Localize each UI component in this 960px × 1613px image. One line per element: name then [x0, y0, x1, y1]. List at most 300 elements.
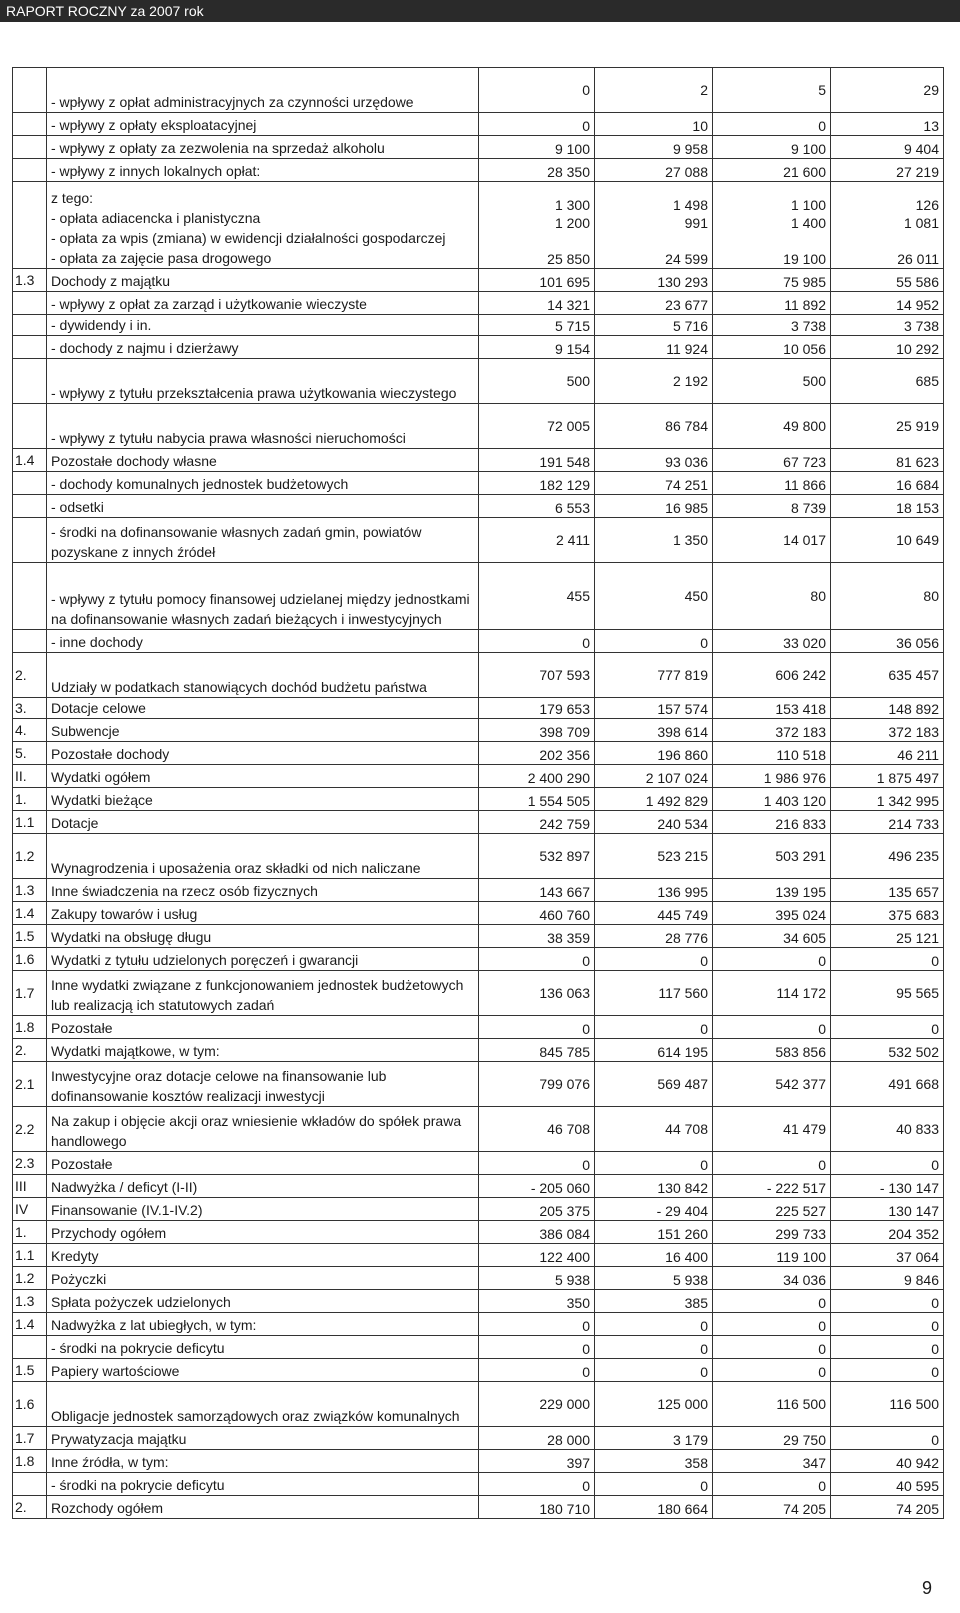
row-label: Dotacje [47, 811, 479, 834]
table-row [13, 1016, 944, 1039]
value-cell: 503 291 [713, 834, 831, 879]
value-cell: 799 076 [479, 1062, 595, 1107]
value-cell: 182 129 [479, 472, 595, 495]
row-number [13, 563, 47, 630]
row-label: Wydatki z tytułu udzielonych poręczeń i gwarancji [47, 948, 479, 971]
value-cell: 55 586 [831, 269, 944, 292]
table-row [13, 472, 944, 495]
table-row [13, 834, 944, 879]
table-row [13, 1427, 944, 1450]
value-cell: 0 [713, 1313, 831, 1336]
table-row [13, 269, 944, 292]
value-cell: 72 005 [479, 404, 595, 449]
row-number: 1.6 [13, 948, 47, 971]
value-cell: 5 715 [479, 315, 595, 336]
value-cell: 27 219 [831, 159, 944, 182]
value-cell: 2 411 [479, 518, 595, 563]
report-header [0, 0, 960, 22]
value-cell: 0 [479, 630, 595, 653]
value-cell: 3 738 [713, 315, 831, 336]
table-row [13, 902, 944, 925]
value-cell: 202 356 [479, 742, 595, 765]
table-row [13, 1221, 944, 1244]
value-cell: 532 897 [479, 834, 595, 879]
value-cell: 0 [595, 630, 713, 653]
value-cell: 74 205 [831, 1496, 944, 1519]
value-cell: 27 088 [595, 159, 713, 182]
row-number [13, 68, 47, 113]
row-number [13, 315, 47, 336]
row-label: - wpływy z tytułu nabycia prawa własności nieruchomości [47, 404, 479, 449]
table-row [13, 136, 944, 159]
value-cell: 496 235 [831, 834, 944, 879]
value-cell: 455 [479, 563, 595, 630]
value-cell: 445 749 [595, 902, 713, 925]
value-cell: 9 404 [831, 136, 944, 159]
row-label: Prywatyzacja majątku [47, 1427, 479, 1450]
value-cell: 0 [831, 1313, 944, 1336]
row-number: 2. [13, 1496, 47, 1519]
value-cell: 28 350 [479, 159, 595, 182]
row-number: 1.1 [13, 1244, 47, 1267]
row-number: 1.4 [13, 902, 47, 925]
value-cell: 5 [713, 68, 831, 113]
value-cell: 40 595 [831, 1473, 944, 1496]
value-cell: 0 [713, 1016, 831, 1039]
value-cell: 49 800 [713, 404, 831, 449]
value-cell: 0 [831, 1427, 944, 1450]
table-row [13, 1450, 944, 1473]
row-label: Wydatki bieżące [47, 788, 479, 811]
row-number: III [13, 1175, 47, 1198]
value-cell: 0 [831, 1290, 944, 1313]
value-cell: 583 856 [713, 1039, 831, 1062]
value-cell: 9 154 [479, 336, 595, 359]
value-cell: 299 733 [713, 1221, 831, 1244]
row-label: Inne źródła, w tym: [47, 1450, 479, 1473]
value-cell: 1 492 829 [595, 788, 713, 811]
value-cell: 122 400 [479, 1244, 595, 1267]
value-cell: 10 292 [831, 336, 944, 359]
value-cell: 523 215 [595, 834, 713, 879]
value-cell: 532 502 [831, 1039, 944, 1062]
value-cell: 2 107 024 [595, 765, 713, 788]
value-cell: 500 [479, 359, 595, 404]
table-row [13, 1359, 944, 1382]
value-cell: 116 500 [831, 1382, 944, 1427]
table-row [13, 765, 944, 788]
value-cell: 25 919 [831, 404, 944, 449]
table-row [13, 113, 944, 136]
value-cell: 9 958 [595, 136, 713, 159]
table-row [13, 518, 944, 563]
value-cell: 5 716 [595, 315, 713, 336]
value-cell: 130 842 [595, 1175, 713, 1198]
value-cell: 136 063 [479, 971, 595, 1016]
value-cell: 0 [479, 1016, 595, 1039]
value-cell: 37 064 [831, 1244, 944, 1267]
value-cell: 41 479 [713, 1107, 831, 1152]
value-cell: - 130 147 [831, 1175, 944, 1198]
row-number [13, 113, 47, 136]
value-cell: 44 708 [595, 1107, 713, 1152]
row-number [13, 359, 47, 404]
value-cell: 1 875 497 [831, 765, 944, 788]
budget-table [12, 67, 944, 1519]
value-cell: 135 657 [831, 879, 944, 902]
value-cell: 13 [831, 113, 944, 136]
value-cell: 204 352 [831, 1221, 944, 1244]
value-cell: 11 924 [595, 336, 713, 359]
row-label: - dywidendy i in. [47, 315, 479, 336]
value-cell: 46 708 [479, 1107, 595, 1152]
table-row [13, 925, 944, 948]
page-number: 9 [922, 1578, 933, 1598]
value-cell: 358 [595, 1450, 713, 1473]
row-label: Rozchody ogółem [47, 1496, 479, 1519]
table-row [13, 1152, 944, 1175]
value-cell: 1 403 120 [713, 788, 831, 811]
value-cell: 229 000 [479, 1382, 595, 1427]
row-number [13, 472, 47, 495]
value-cell: 74 251 [595, 472, 713, 495]
table-row [13, 563, 944, 630]
row-label: - odsetki [47, 495, 479, 518]
table-row [13, 1175, 944, 1198]
value-cell: 0 [479, 1336, 595, 1359]
row-number: 5. [13, 742, 47, 765]
value-cell: 95 565 [831, 971, 944, 1016]
value-cell: 6 553 [479, 495, 595, 518]
value-cell: 216 833 [713, 811, 831, 834]
value-cell: 0 [831, 1152, 944, 1175]
value-cell: 5 938 [479, 1267, 595, 1290]
value-cell: 46 211 [831, 742, 944, 765]
table-row [13, 719, 944, 742]
value-cell: 3 179 [595, 1427, 713, 1450]
value-cell: 0 [479, 948, 595, 971]
table-row [13, 742, 944, 765]
value-cell: 18 153 [831, 495, 944, 518]
row-label: Pozostałe [47, 1016, 479, 1039]
row-label: Wynagrodzenia i uposażenia oraz składki od nich naliczane [47, 834, 479, 879]
value-cell: 179 653 [479, 698, 595, 719]
row-label: - wpływy z opłaty eksploatacyjnej [47, 113, 479, 136]
row-label: Na zakup i objęcie akcji oraz wniesienie wkładów do spółek prawa handlowego [47, 1107, 479, 1152]
value-cell: 685 [831, 359, 944, 404]
value-cell: 0 [479, 1152, 595, 1175]
value-cell: 11 866 [713, 472, 831, 495]
row-label: Nadwyżka z lat ubiegłych, w tym: [47, 1313, 479, 1336]
row-number [13, 336, 47, 359]
table-row [13, 182, 944, 269]
value-cell: 10 [595, 113, 713, 136]
value-cell: 28 776 [595, 925, 713, 948]
row-number [13, 518, 47, 563]
row-number: 4. [13, 719, 47, 742]
table-row [13, 1107, 944, 1152]
budget-table-body [13, 68, 944, 1519]
value-cell: 9 846 [831, 1267, 944, 1290]
row-label: - środki na pokrycie deficytu [47, 1473, 479, 1496]
value-cell: 777 819 [595, 653, 713, 698]
value-cell: 0 [713, 1290, 831, 1313]
row-number: 2.2 [13, 1107, 47, 1152]
value-cell: 0 [479, 113, 595, 136]
table-row [13, 449, 944, 472]
row-number [13, 136, 47, 159]
row-number: 1.2 [13, 834, 47, 879]
row-number: 1.1 [13, 811, 47, 834]
row-label: - wpływy z innych lokalnych opłat: [47, 159, 479, 182]
table-row [13, 1336, 944, 1359]
row-label: - środki na dofinansowanie własnych zadań gmin, powiatów pozyskane z innych źródeł [47, 518, 479, 563]
value-cell: 11 892 [713, 292, 831, 315]
value-cell: 10 649 [831, 518, 944, 563]
value-cell: 153 418 [713, 698, 831, 719]
row-number: 2. [13, 1039, 47, 1062]
value-cell: 0 [595, 1152, 713, 1175]
value-cell: 386 084 [479, 1221, 595, 1244]
value-cell: 80 [713, 563, 831, 630]
value-cell: 114 172 [713, 971, 831, 1016]
value-cell: 9 100 [479, 136, 595, 159]
table-row [13, 1244, 944, 1267]
table-row [13, 1198, 944, 1221]
row-label: - inne dochody [47, 630, 479, 653]
table-row [13, 68, 944, 113]
table-row [13, 948, 944, 971]
row-number: 1. [13, 788, 47, 811]
row-label: Dotacje celowe [47, 698, 479, 719]
row-label: Wydatki majątkowe, w tym: [47, 1039, 479, 1062]
value-cell: 14 017 [713, 518, 831, 563]
value-cell: 0 [479, 68, 595, 113]
table-row [13, 292, 944, 315]
value-cell: 395 024 [713, 902, 831, 925]
row-label: Pozostałe dochody własne [47, 449, 479, 472]
value-cell: 398 614 [595, 719, 713, 742]
row-number: 2.1 [13, 1062, 47, 1107]
value-cell: 240 534 [595, 811, 713, 834]
row-number [13, 159, 47, 182]
value-cell: 25 121 [831, 925, 944, 948]
value-cell: 0 [595, 1016, 713, 1039]
row-number [13, 404, 47, 449]
value-cell: 21 600 [713, 159, 831, 182]
row-number: II. [13, 765, 47, 788]
row-number [13, 495, 47, 518]
row-number [13, 292, 47, 315]
value-cell: 372 183 [713, 719, 831, 742]
value-cell: 0 [713, 1152, 831, 1175]
row-number: 1.5 [13, 1359, 47, 1382]
row-label: Udziały w podatkach stanowiących dochód budżetu państwa [47, 653, 479, 698]
row-number: 1.3 [13, 879, 47, 902]
value-cell: 16 400 [595, 1244, 713, 1267]
value-cell: - 205 060 [479, 1175, 595, 1198]
table-row [13, 1290, 944, 1313]
table-row [13, 1382, 944, 1427]
row-label: - wpływy z tytułu przekształcenia prawa użytkowania wieczystego [47, 359, 479, 404]
row-label: - dochody z najmu i dzierżawy [47, 336, 479, 359]
table-row [13, 1267, 944, 1290]
table-row [13, 1473, 944, 1496]
value-cell: 606 242 [713, 653, 831, 698]
value-cell: 80 [831, 563, 944, 630]
value-cell: 110 518 [713, 742, 831, 765]
row-label: Finansowanie (IV.1-IV.2) [47, 1198, 479, 1221]
value-cell: 33 020 [713, 630, 831, 653]
value-cell: 0 [713, 113, 831, 136]
value-cell: 29 [831, 68, 944, 113]
value-cell: 10 056 [713, 336, 831, 359]
value-cell: 116 500 [713, 1382, 831, 1427]
row-number: 1.2 [13, 1267, 47, 1290]
row-number: 1.5 [13, 925, 47, 948]
value-cell: - 222 517 [713, 1175, 831, 1198]
value-cell: 74 205 [713, 1496, 831, 1519]
value-cell: 1 342 995 [831, 788, 944, 811]
value-cell: 196 860 [595, 742, 713, 765]
value-cell: 0 [713, 1336, 831, 1359]
value-cell: 130 147 [831, 1198, 944, 1221]
value-cell: 614 195 [595, 1039, 713, 1062]
value-cell: 242 759 [479, 811, 595, 834]
table-row [13, 630, 944, 653]
row-number [13, 630, 47, 653]
row-number: 1.7 [13, 971, 47, 1016]
value-cell: 635 457 [831, 653, 944, 698]
report-title: RAPORT ROCZNY za 2007 rok [6, 3, 204, 19]
value-cell: 205 375 [479, 1198, 595, 1221]
value-cell: 40 942 [831, 1450, 944, 1473]
value-cell: 569 487 [595, 1062, 713, 1107]
value-cell: 34 036 [713, 1267, 831, 1290]
value-cell: 0 [479, 1313, 595, 1336]
value-cell: 16 684 [831, 472, 944, 495]
table-row [13, 404, 944, 449]
table-row [13, 359, 944, 404]
value-cell: 1 986 976 [713, 765, 831, 788]
table-row [13, 336, 944, 359]
value-cell: 119 100 [713, 1244, 831, 1267]
table-row [13, 698, 944, 719]
table-row [13, 971, 944, 1016]
row-label: - środki na pokrycie deficytu [47, 1336, 479, 1359]
value-cell: 2 192 [595, 359, 713, 404]
row-label: Zakupy towarów i usług [47, 902, 479, 925]
row-number: 2.3 [13, 1152, 47, 1175]
row-number: 3. [13, 698, 47, 719]
value-cell: 67 723 [713, 449, 831, 472]
value-cell: 5 938 [595, 1267, 713, 1290]
value-cell: 350 [479, 1290, 595, 1313]
value-cell: 1 350 [595, 518, 713, 563]
value-cell: 0 [831, 1016, 944, 1039]
value-cell: 34 605 [713, 925, 831, 948]
row-label: z tego: - opłata adiacencka i planistyczna - opłata za wpis (zmiana) w ewidencji działalności gospodarczej - opłata za zajęcie pasa drogowego [47, 182, 479, 269]
row-number: 2. [13, 653, 47, 698]
value-cell: 0 [595, 1336, 713, 1359]
value-cell: 225 527 [713, 1198, 831, 1221]
value-cell: 130 293 [595, 269, 713, 292]
value-cell: 0 [595, 1473, 713, 1496]
value-cell: 1 554 505 [479, 788, 595, 811]
value-cell: 491 668 [831, 1062, 944, 1107]
value-cell: 385 [595, 1290, 713, 1313]
value-cell: 375 683 [831, 902, 944, 925]
row-label: Wydatki na obsługę długu [47, 925, 479, 948]
value-cell: 542 377 [713, 1062, 831, 1107]
row-label: - dochody komunalnych jednostek budżetowych [47, 472, 479, 495]
value-cell: 0 [713, 1359, 831, 1382]
value-cell: 0 [831, 1359, 944, 1382]
row-number: IV [13, 1198, 47, 1221]
row-label: Obligacje jednostek samorządowych oraz związków komunalnych [47, 1382, 479, 1427]
value-cell: 151 260 [595, 1221, 713, 1244]
value-cell: 93 036 [595, 449, 713, 472]
value-cell: 81 623 [831, 449, 944, 472]
row-number: 1.8 [13, 1450, 47, 1473]
value-cell: 845 785 [479, 1039, 595, 1062]
value-cell: 0 [595, 1313, 713, 1336]
row-label: Pozostałe [47, 1152, 479, 1175]
value-cell: 450 [595, 563, 713, 630]
value-cell: 0 [595, 1359, 713, 1382]
row-number: 1. [13, 1221, 47, 1244]
row-label: Papiery wartościowe [47, 1359, 479, 1382]
value-cell: 139 195 [713, 879, 831, 902]
row-number: 1.7 [13, 1427, 47, 1450]
table-row [13, 1313, 944, 1336]
row-label: - wpływy z tytułu pomocy finansowej udzielanej między jednostkami na dofinansowanie własnych zadań bieżących i inwestycyjnych [47, 563, 479, 630]
row-label: Dochody z majątku [47, 269, 479, 292]
table-row [13, 159, 944, 182]
row-label: Spłata pożyczek udzielonych [47, 1290, 479, 1313]
row-number: 1.3 [13, 1290, 47, 1313]
value-cell: 38 359 [479, 925, 595, 948]
value-cell: 397 [479, 1450, 595, 1473]
value-cell: 2 [595, 68, 713, 113]
row-label: Przychody ogółem [47, 1221, 479, 1244]
value-cell: 29 750 [713, 1427, 831, 1450]
value-cell: 28 000 [479, 1427, 595, 1450]
row-number [13, 1473, 47, 1496]
value-cell: 8 739 [713, 495, 831, 518]
value-cell: 180 664 [595, 1496, 713, 1519]
value-cell: 0 [479, 1473, 595, 1496]
row-number [13, 182, 47, 269]
row-label: Inne świadczenia na rzecz osób fizycznych [47, 879, 479, 902]
row-label: Pożyczki [47, 1267, 479, 1290]
value-cell: 157 574 [595, 698, 713, 719]
value-cell: 9 100 [713, 136, 831, 159]
row-label: Inwestycyjne oraz dotacje celowe na finansowanie lub dofinansowanie kosztów realizacji inwestycji [47, 1062, 479, 1107]
value-cell: 3 738 [831, 315, 944, 336]
value-cell: 347 [713, 1450, 831, 1473]
value-cell: 14 321 [479, 292, 595, 315]
value-cell: 101 695 [479, 269, 595, 292]
value-cell: 1 100 1 400 19 100 [713, 182, 831, 269]
table-row [13, 495, 944, 518]
value-cell: 372 183 [831, 719, 944, 742]
row-label: - wpływy z opłat administracyjnych za czynności urzędowe [47, 68, 479, 113]
row-number: 1.3 [13, 269, 47, 292]
value-cell: 0 [713, 1473, 831, 1496]
row-label: Subwencje [47, 719, 479, 742]
table-row [13, 653, 944, 698]
